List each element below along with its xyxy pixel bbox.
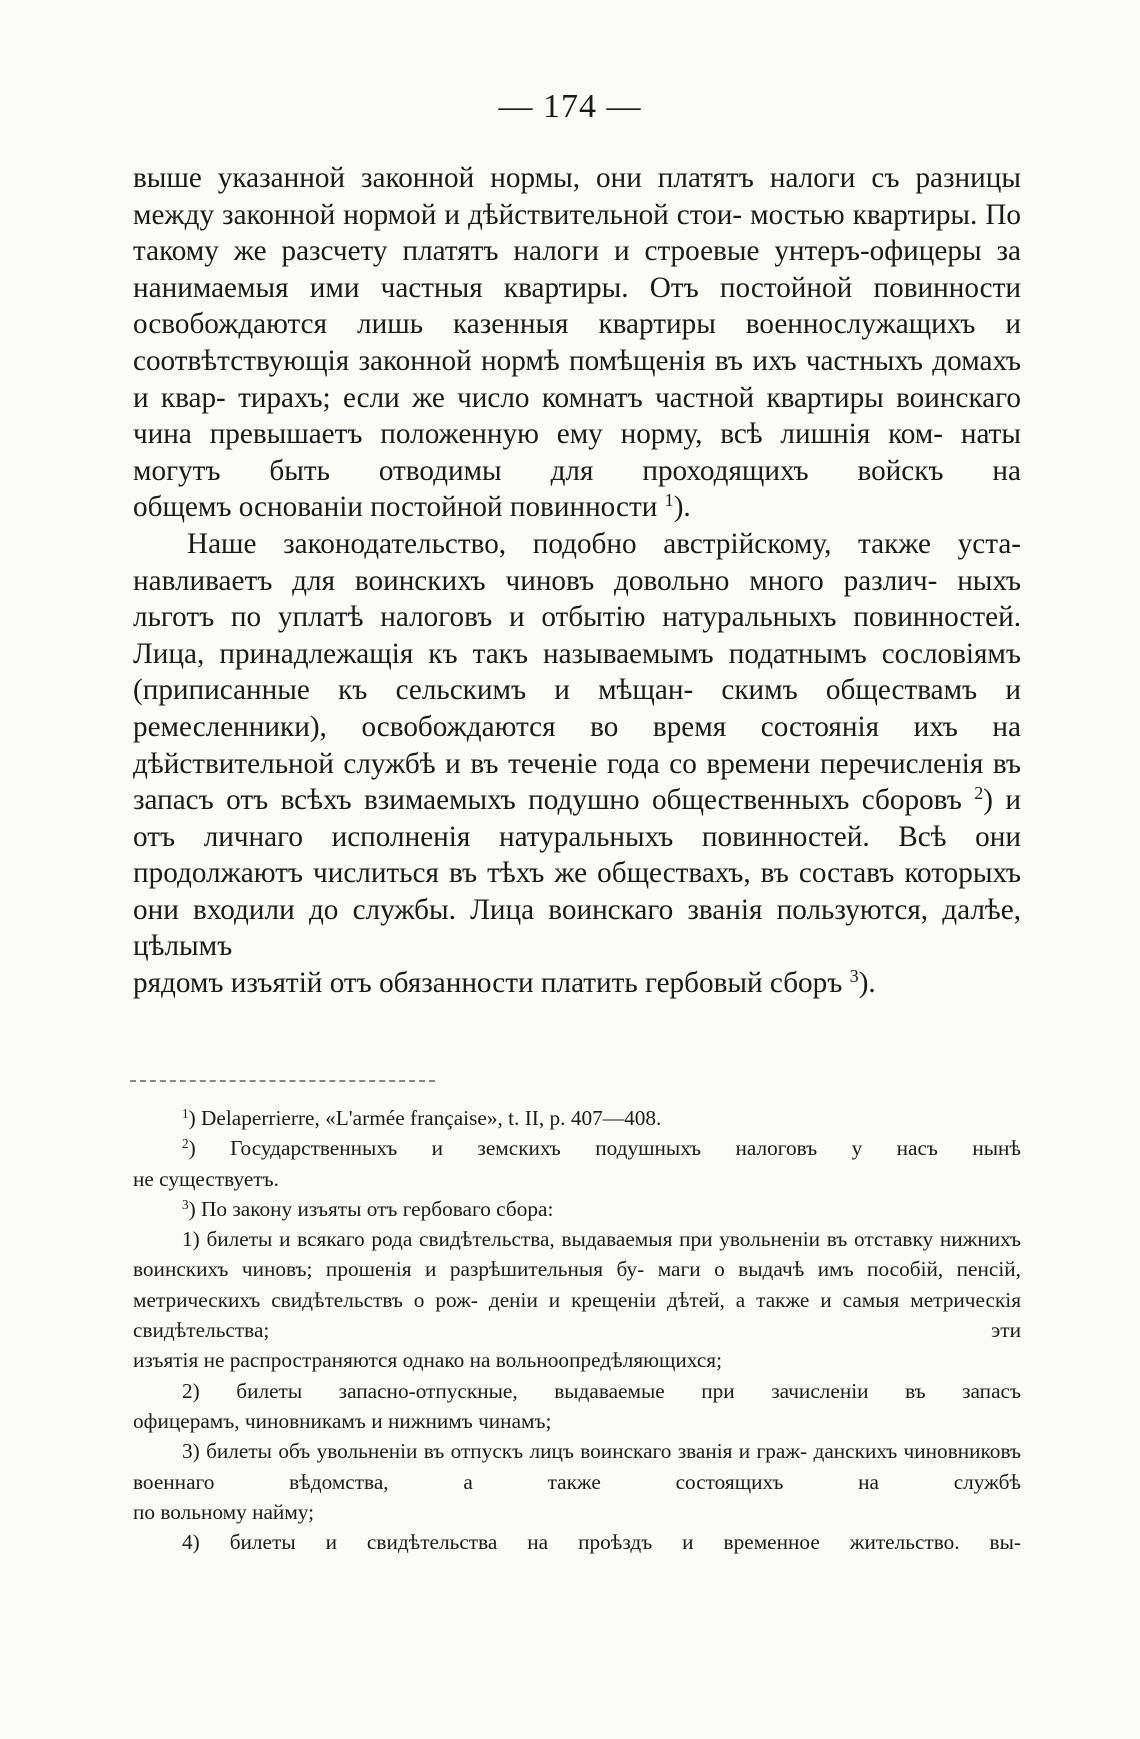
text-tail: ). [858,967,876,1000]
text-tail: ). [673,491,691,524]
text-line: рядомъ изъятій отъ обязанности платить гербовый сборъ [133,967,850,1000]
paragraph-2 [133,526,1021,965]
text-line: ) и отъ личнаго исполненія [133,784,1022,853]
text-line: состоянія ихъ на дѣйствительной службѣ и въ теченіе года [133,710,1021,780]
text-line: навливаетъ для воинскихъ чиновъ довольно много различ- [133,564,938,597]
text-line: Наше законодательство, подобно австрійскому, также уста- [187,527,1021,560]
footnote-ref-1: 1 [664,490,674,511]
footnote-mark: 1 [182,1105,189,1121]
paragraph-1-last-line [133,489,1021,526]
text-line: подушно общественныхъ сборовъ [528,784,975,817]
text-line: и строевые унтеръ-офицеры за нанимаемыя ими частныя [133,235,1021,304]
footnote-3-item-4 [133,1527,1021,1557]
footnote-line: по вольному найму; [133,1499,315,1524]
text-line: со времени перечисленія въ запасъ отъ всѣхъ взимаемыхъ [133,747,1021,817]
footnote-separator [130,1080,435,1082]
footnote-line: 1) билеты и всякаго рода свидѣтельства, выдаваемыя при увольненіи [182,1227,821,1252]
footnote-line: 3) билеты объ увольненіи въ отпускъ лицъ воинскаго званія и граж- [182,1439,808,1464]
text-line: въ тѣхъ же обществахъ, въ составъ которыхъ они входили [133,857,1021,926]
text-line: тирахъ; если же число комнатъ частной квартиры воинскаго [238,381,1021,414]
footnote-text: ) Delaperrierre, «L'armée française», t. II, p. 407—408. [188,1106,662,1130]
footnote-line: данскихъ чиновниковъ военнаго вѣдомства, а также состоящихъ на службѣ [133,1439,1021,1494]
text-line: законной нормѣ помѣщенія въ ихъ частныхъ домахъ и квар- [133,344,1021,414]
footnote-line: 2) билеты запасно-отпускные, выдаваемые при зачисленіи въ запасъ [182,1378,1021,1403]
footnote-line: маги о выдачѣ имъ пособій, пенсій, метрическихъ свидѣтельствъ о рож- [133,1257,1021,1312]
text-line: чина превышаетъ положенную ему норму, всѣ лишнія ком- [133,418,943,451]
footnote-ref-2: 2 [974,783,984,804]
footnote-text: ) По закону изъяты отъ гербоваго сбора: [188,1196,554,1221]
main-text [133,160,1021,1002]
text-line: наты могутъ быть отводимы для проходящихъ войскъ на [133,418,1022,487]
text-line: повинностей. Лица, принадлежащія къ такъ называемымъ [133,601,1022,670]
footnote-text: ) Государственныхъ и земскихъ подушныхъ налоговъ у насъ нынѣ [188,1136,1021,1161]
footnote-ref-3: 3 [849,966,859,987]
text-line: натуральныхъ повинностей. Всѣ они продолжаютъ числиться [133,820,1021,890]
footnote-3-item-2-last-line [133,1406,1021,1436]
text-line: квартиры. Отъ постойной повинности освобождаются лишь [133,271,1021,341]
footnote-line: въ отставку нижнихъ воинскихъ чиновъ; прошенія и разрѣшительныя бу- [133,1227,1021,1282]
footnote-line: офицерамъ, чиновникамъ и нижнимъ чинамъ; [133,1408,552,1433]
footnote-2-last-line [133,1164,1021,1194]
footnote-mark: 2 [182,1136,189,1152]
footnote-3-item-3 [133,1436,1021,1497]
footnote-line: изъятія не распространяются однако на вольноопредѣляющихся; [133,1348,723,1373]
footnote-1 [133,1103,1021,1133]
footnote-mark: 3 [182,1196,189,1212]
text-line: разницы между законной нормой и дѣйствительной стои- [133,162,1022,231]
footnote-3-item-1 [133,1224,1021,1345]
text-line: общемъ основаніи постойной повинности [133,491,665,524]
text-line: ныхъ льготъ по уплатѣ налоговъ и отбытію натуральныхъ [133,564,1021,634]
paragraph-1 [133,160,1021,489]
text-line: до службы. Лица воинскаго званія пользуются, далѣе, цѣлымъ [133,893,1021,963]
text-line: скимъ обществамъ и ремесленники), освобождаются во время [133,674,1021,743]
paragraph-2-last-line [133,965,1021,1002]
page-number: — 174 — [498,88,642,125]
footnote-3-item-1-last-line [133,1345,1021,1375]
footnotes [133,1103,1021,1557]
footnote-3-item-2 [133,1376,1021,1406]
footnote-text: не существуетъ. [133,1166,279,1191]
footnote-2 [133,1133,1021,1163]
footnote-line: 4) билеты и свидѣтельства на проѣздъ и временное жительство. вы- [182,1530,1021,1555]
text-line: податнымъ сословіямъ (приписанные къ сельскимъ и мѣщан- [133,637,1021,707]
text-line: выше указанной законной нормы, они платятъ налоги съ [133,162,900,194]
text-line: казенныя квартиры военнослужащихъ и соотвѣтствующія [133,308,1021,377]
footnote-3 [133,1194,1021,1224]
text-line: мостью квартиры. По такому же разсчету платятъ налоги [133,198,1022,268]
footnote-line: деніи и крещеніи дѣтей, а также и самыя метрическія свидѣтельства; эти [133,1287,1022,1343]
footnote-3-item-3-last-line [133,1497,1021,1527]
